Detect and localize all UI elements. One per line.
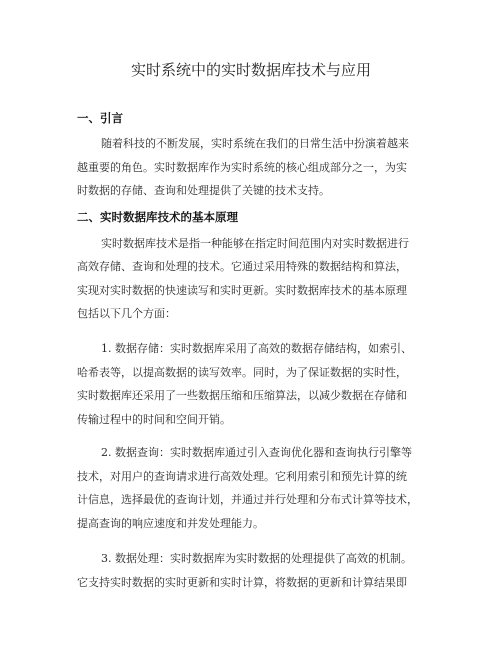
paragraph-line: 传输过程中的时间和空间开销。 xyxy=(77,413,231,426)
paragraph-line: 随着科技的不断发展，实时系统在我们的日常生活中扮演着越来 xyxy=(101,137,409,150)
paragraph-line: 实现对实时数据的快速读写和实时更新。实时数据库技术的基本原理 xyxy=(77,284,407,297)
document-title: 实时系统中的实时数据库技术与应用 xyxy=(130,61,371,79)
section-heading-intro: 一、引言 xyxy=(77,111,123,125)
paragraph-line: 它支持实时数据的实时更新和实时计算，将数据的更新和计算结果即 xyxy=(77,576,407,589)
paragraph-line: 提高查询的响应速度和并发处理能力。 xyxy=(77,517,264,530)
paragraph-line: 包括以下几个方面： xyxy=(77,307,176,320)
paragraph-line: 时数据的存储、查询和处理提供了关键的技术支持。 xyxy=(77,184,330,197)
paragraph-line: 越重要的角色。实时数据库作为实时系统的核心组成部分之一，为实 xyxy=(77,161,407,174)
section-heading-principles: 二、实时数据库技术的基本原理 xyxy=(77,210,238,224)
paragraph-line: 哈希表等，以提高数据的读写效率。同时，为了保证数据的实时性， xyxy=(77,366,407,379)
list-item-query: 2. 数据查询：实时数据库通过引入查询优化器和查询执行引擎等 xyxy=(101,446,412,459)
paragraph-line: 实时数据库技术是指一种能够在指定时间范围内对实时数据进行 xyxy=(101,237,409,250)
paragraph-line: 计信息，选择最优的查询计划，并通过并行处理和分布式计算等技术， xyxy=(77,493,418,506)
paragraph-line: 技术，对用户的查询请求进行高效处理。它利用索引和预先计算的统 xyxy=(77,470,407,483)
paragraph-line: 实时数据库还采用了一些数据压缩和压缩算法，以减少数据在存储和 xyxy=(77,389,407,402)
list-item-processing: 3. 数据处理：实时数据库为实时数据的处理提供了高效的机制。 xyxy=(101,552,412,565)
paragraph-line: 高效存储、查询和处理的技术。它通过采用特殊的数据结构和算法， xyxy=(77,260,407,273)
list-item-storage: 1. 数据存储：实时数据库采用了高效的数据存储结构，如索引、 xyxy=(101,342,412,355)
